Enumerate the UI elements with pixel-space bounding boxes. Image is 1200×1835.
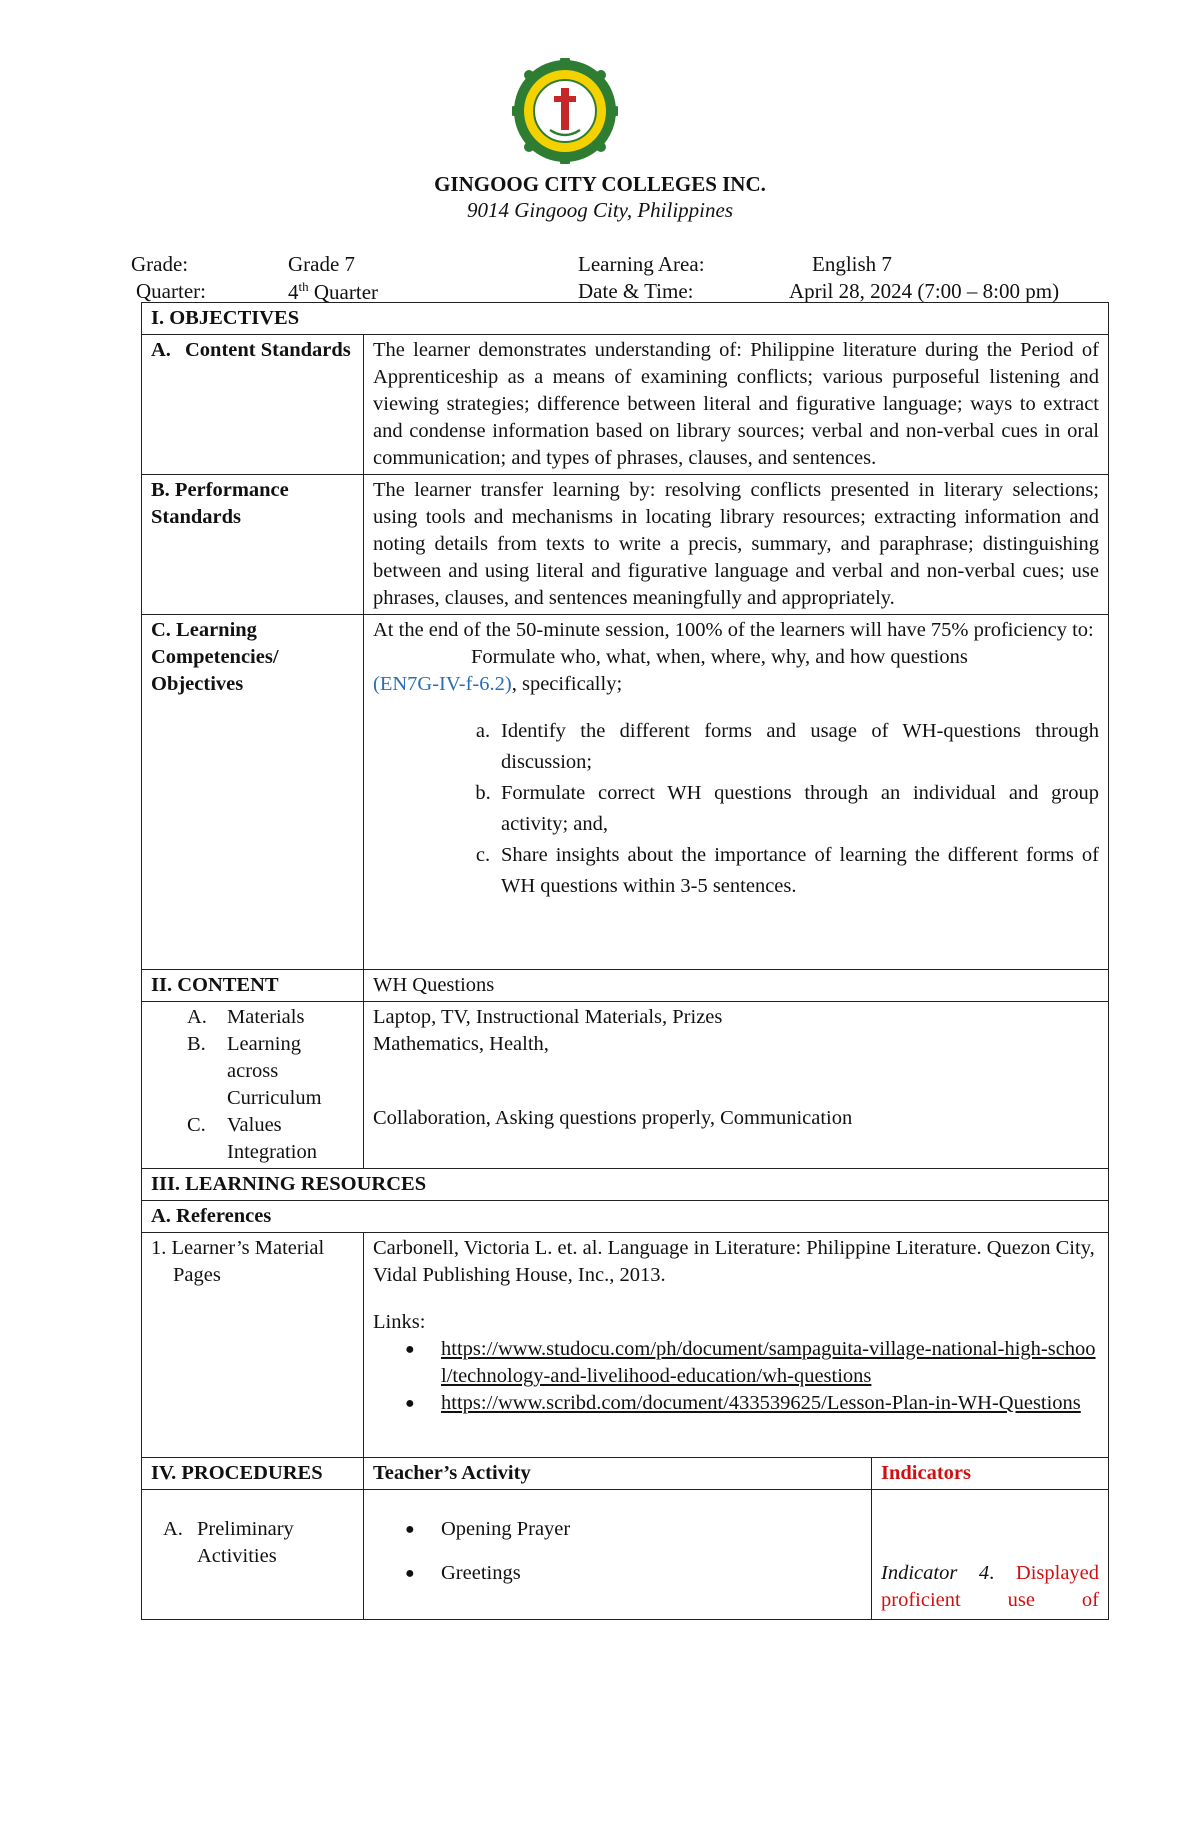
bullet-icon: ●	[405, 1341, 415, 1358]
competencies-intro: At the end of the 50-minute session, 100% of the learners will have 75% proficiency to:	[373, 619, 1094, 641]
grade-label: Grade:	[131, 252, 189, 276]
reference-link[interactable]: https://www.studocu.com/ph/document/sampaguita-village-national-high-school/technology-and-livelihood-education/wh-questions	[441, 1338, 1096, 1387]
objectives-heading-row	[142, 303, 1109, 335]
school-seal-logo	[512, 58, 618, 164]
content-standards-text: The learner demonstrates understanding of: Philippine literature during the Period of Apprenticeship as a means of examining conflicts; various purposeful listening and viewing strategies; difference between literal and figurative language; ways to extract and condense information based on library sources; verbal and non-verbal cues in oral communication; and types of phrases, clauses, and sentences.	[364, 335, 1109, 475]
date-time-value: April 28, 2024 (7:00 – 8:00 pm)	[789, 279, 1060, 303]
content-heading: II. CONTENT	[142, 970, 364, 1002]
grade-value: Grade 7	[288, 252, 356, 276]
materials-value: Laptop, TV, Instructional Materials, Prizes	[373, 1006, 723, 1028]
quarter-value: 4th Quarter	[288, 279, 379, 304]
sublabel-learning-across: B. Learning across Curriculum	[187, 1033, 322, 1109]
learners-material-row	[142, 1233, 1109, 1458]
indicator-cell: Indicator 4. Displayed proficient use of	[872, 1490, 1109, 1620]
learners-material-cell	[364, 1233, 1109, 1458]
references-heading: A. References	[142, 1201, 1109, 1233]
teacher-activity-heading: Teacher’s Activity	[364, 1458, 872, 1490]
quarter-label: Quarter:	[136, 279, 206, 303]
lesson-plan-table	[141, 302, 1109, 1620]
resources-heading-row	[142, 1169, 1109, 1201]
procedures-heading-row	[142, 1458, 1109, 1490]
competencies-main: Formulate who, what, when, where, why, and how questions (EN7G-IV-f-6.2), specifically;	[373, 646, 968, 695]
citation: Carbonell, Victoria L. et. al. Language in Literature: Philippine Literature. Quezon City, Vidal Publishing House, Inc., 2013.	[373, 1237, 1095, 1286]
indicator-text: Displayed proficient use of	[881, 1562, 1100, 1611]
school-name: GINGOOG CITY COLLEGES INC.	[434, 172, 766, 196]
learning-area-value: English 7	[812, 252, 892, 276]
indicator-label: Indicator 4	[881, 1562, 990, 1584]
links-list	[373, 1336, 1099, 1417]
list-item: a. Identify the different forms and usage of WH-questions through discussion;	[475, 720, 1099, 773]
objectives-list	[373, 716, 1099, 902]
procedures-heading: IV. PROCEDURES	[142, 1458, 364, 1490]
competencies-cell	[364, 615, 1109, 970]
reference-link[interactable]: https://www.scribd.com/document/433539625/Lesson-Plan-in-WH-Questions	[441, 1392, 1081, 1414]
bullet-icon: ●	[405, 1565, 415, 1582]
sublabel-materials: A. Materials	[187, 1006, 305, 1028]
references-heading-row	[142, 1201, 1109, 1233]
objectives-heading: I. OBJECTIVES	[142, 303, 1109, 335]
performance-standards-label: B. Performance Standards	[142, 475, 364, 615]
list-item	[373, 1336, 1099, 1390]
competencies-label: C. Learning Competencies/ Objectives	[142, 615, 364, 970]
competencies-row	[142, 615, 1109, 970]
content-topic: WH Questions	[364, 970, 1109, 1002]
content-standards-row	[142, 335, 1109, 475]
list-item: b. Formulate correct WH questions through an individual and group activity; and,	[475, 782, 1099, 835]
school-address: 9014 Gingoog City, Philippines	[467, 198, 733, 222]
content-details	[364, 1002, 1109, 1169]
content-standards-label: A. Content Standards	[142, 335, 364, 475]
content-heading-row	[142, 970, 1109, 1002]
values-integration-value: Collaboration, Asking questions properly, Communication	[373, 1107, 853, 1129]
content-details-row	[142, 1002, 1109, 1169]
indicators-heading: Indicators	[872, 1458, 1109, 1490]
links-label: Links:	[373, 1311, 426, 1333]
bullet-icon: ●	[405, 1395, 415, 1412]
preliminary-label-cell: A. Preliminary Activities	[142, 1490, 364, 1620]
performance-standards-row	[142, 475, 1109, 615]
activity-item: ● Opening Prayer	[373, 1516, 862, 1543]
preliminary-row	[142, 1490, 1109, 1620]
preliminary-activities	[364, 1490, 872, 1620]
bullet-icon: ●	[405, 1521, 415, 1538]
learning-area-label: Learning Area:	[578, 252, 705, 276]
date-time-label: Date & Time:	[578, 279, 694, 303]
activity-item: ● Greetings	[373, 1560, 862, 1587]
learning-across-value: Mathematics, Health,	[373, 1033, 549, 1055]
resources-heading: III. LEARNING RESOURCES	[142, 1169, 1109, 1201]
performance-standards-text: The learner transfer learning by: resolving conflicts presented in literary selections; using tools and mechanisms in locating library resources; extracting information and noting details from texts to write a precis, summary, and paraphrase; distinguishing between and using literal and figurative language and verbal and non-verbal cues; use phrases, clauses, and sentences meaningfully and appropriately.	[364, 475, 1109, 615]
list-item	[373, 1390, 1099, 1417]
learners-material-label: 1. Learner’s Material Pages	[142, 1233, 364, 1458]
list-item: c. Share insights about the importance of learning the different forms of WH questions within 3-5 sentences.	[475, 844, 1099, 897]
content-sublabels	[142, 1002, 364, 1169]
sublabel-values: C. Values Integration	[187, 1114, 317, 1163]
competency-code: (EN7G-IV-f-6.2)	[373, 673, 512, 695]
